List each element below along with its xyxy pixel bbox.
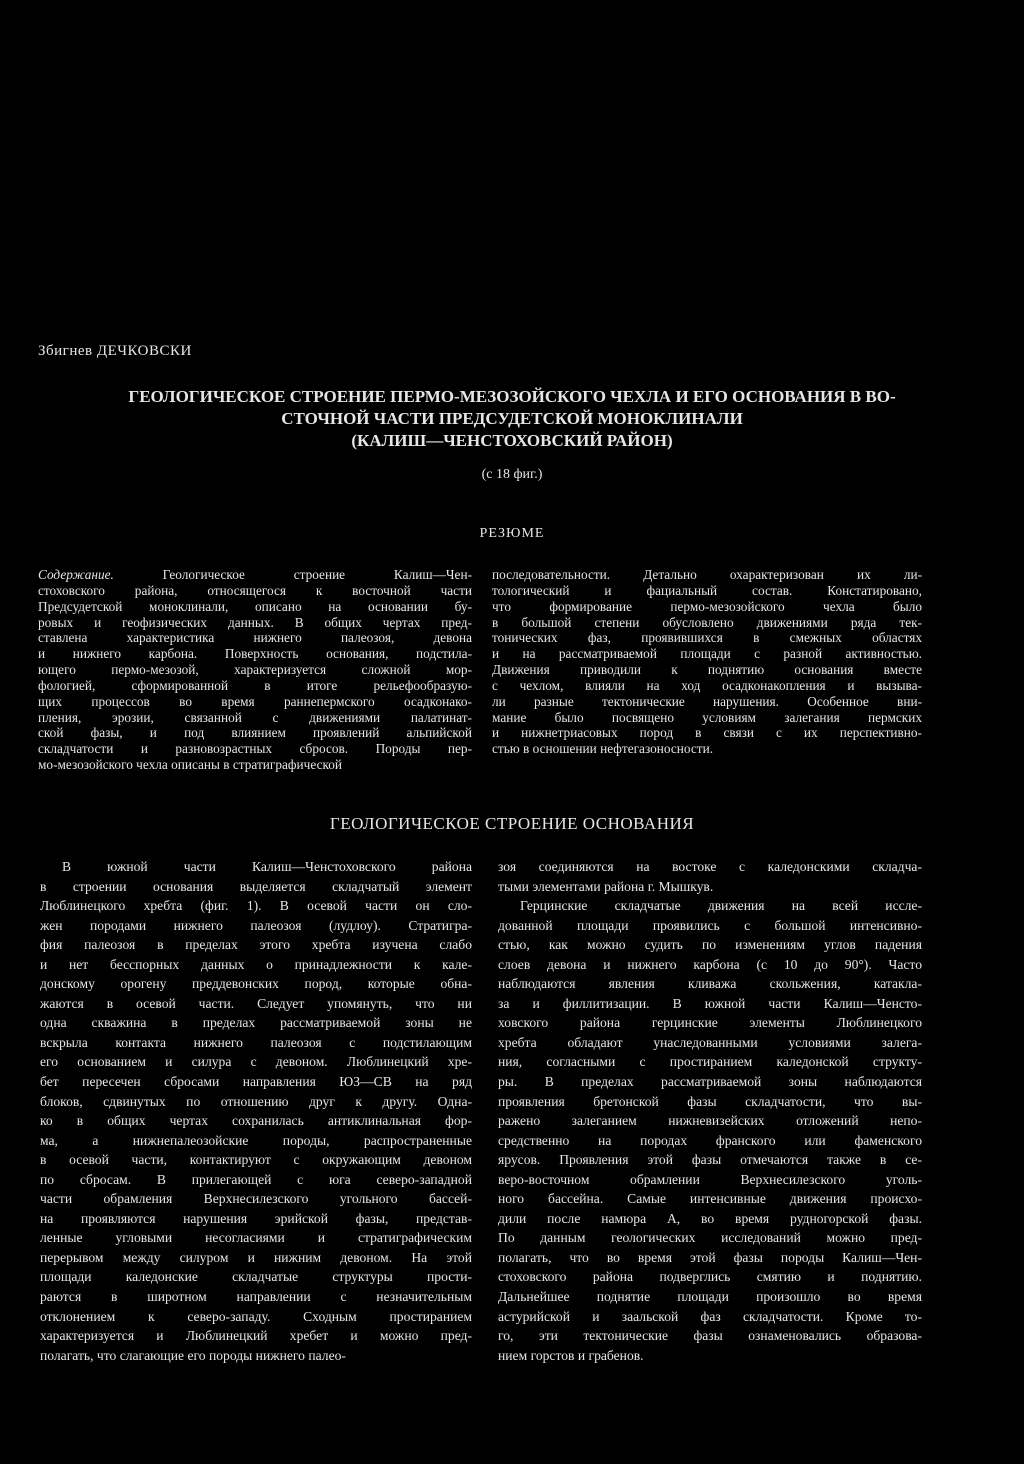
author-name: Збигнев ДЕЧКОВСКИ: [38, 343, 192, 359]
text-line: По данным геологических исследований можно пред-: [498, 1230, 922, 1246]
text-line: блоков, сдвинутых по отношению друг к другу. Одна-: [40, 1093, 472, 1109]
text-line: веро-восточном обрамлении Верхнесилезского уголь-: [498, 1171, 922, 1187]
text-line: ко в общих чертах сохранилась антиклинальная фор-: [40, 1113, 472, 1129]
text-line: донскому орогену преддевонских пород, которые обна-: [40, 976, 472, 992]
title-line: СТОЧНОЙ ЧАСТИ ПРЕДСУДЕТСКОЙ МОНОКЛИНАЛИ: [281, 409, 743, 428]
text-line: В южной части Калиш—Ченстоховского района: [62, 859, 472, 874]
text-line: ния, согласными с простиранием каледонской структу-: [498, 1054, 922, 1070]
text-line: что формирование пермо-мезозойского чехла было: [492, 598, 922, 614]
text-line: и на рассматриваемой площади с разной активностью.: [492, 646, 922, 662]
text-line: ской фазы, и под влиянием проявлений альпийской: [38, 725, 472, 741]
body-column-right: [498, 857, 922, 1365]
text-line: характеризуется и Люблинецкий хребет и можно пред-: [40, 1328, 472, 1344]
text-line: мание было посвящено условиям залегания пермских: [492, 709, 922, 725]
text-line: последовательности. Детально охарактеризован их ли-: [492, 567, 922, 582]
text-line: по сбросам. В прилегающей с юга северо-западной: [40, 1171, 472, 1187]
text-line: с чехлом, влияли на ход осадконакопления и вызыва-: [492, 677, 922, 693]
text-line: фия палеозоя в пределах этого хребта изучена слабо: [40, 937, 472, 953]
title-line: ГЕОЛОГИЧЕСКОЕ СТРОЕНИЕ ПЕРМО-МЕЗОЗОЙСКОГО ЧЕХЛА И ЕГО ОСНОВАНИЯ В ВО-: [128, 387, 896, 406]
summary-lead-word: Содержание.: [38, 567, 114, 582]
text-line: слоев девона и нижнего карбона (с 10 до 90°). Часто: [498, 956, 922, 972]
text-line: ющего пермо-мезозой, характеризуется сложной мор-: [38, 662, 472, 678]
text-line: фологией, сформированной в итоге рельефообразую-: [38, 677, 472, 693]
text-line: Герцинские складчатые движения на всей иссле-: [520, 898, 922, 914]
summary-column-right: [492, 567, 922, 757]
text-line: перерывом между силуром и нижним девоном. На этой: [40, 1249, 472, 1265]
text-line: ного бассейна. Самые интенсивные движения происхо-: [498, 1191, 922, 1207]
text-line: Движения приводили к поднятию основания вместе: [492, 662, 922, 678]
text-line: средственно на породах франского или фаменского: [498, 1132, 922, 1148]
text-line: ры. В пределах рассматриваемой зоны наблюдаются: [498, 1074, 922, 1090]
text-line: Люблинецкого хребта (фиг. 1). В осевой части он сло-: [40, 898, 472, 914]
text-line: на проявляются нарушения эрийской фазы, представ-: [40, 1210, 472, 1226]
text-line: стью в осношении нефтегазоносности.: [492, 741, 714, 757]
text-line: щих процессов во время раннепермского осадконако-: [38, 693, 472, 709]
text-line: в большой степени обусловлено движениями ряда тек-: [492, 614, 922, 630]
text-line: за и филлитизации. В южной части Калиш—Ченсто-: [498, 995, 922, 1011]
text-line: Предсудетской моноклинали, описано на основании бу-: [38, 598, 472, 614]
text-line: стью, как можно судить по изменениям углов падения: [498, 937, 922, 953]
text-line: в осевой части, контактируют с окружающим девоном: [40, 1152, 472, 1168]
text-line: зоя соединяются на востоке с каледонскими складча-: [498, 859, 922, 874]
text-line: и нет бесспорных данных о принадлежности к кале-: [40, 956, 472, 972]
text-line: в строении основания выделяется складчатый элемент: [40, 878, 472, 894]
text-line: Дальнейшее поднятие площади произошло во время: [498, 1289, 922, 1305]
text-line: хребта обладают унаследованными условиями залега-: [498, 1034, 922, 1050]
text-line: одна скважина в пределах рассматриваемой зоны не: [40, 1015, 472, 1031]
text-line: мо-мезозойского чехла описаны в стратиграфической: [38, 757, 343, 773]
text-line: дованной площади проявились с большой интенсивно-: [498, 917, 922, 933]
text-line: ставлена характеристика нижнего палеозоя, девона: [38, 630, 472, 646]
text-line: го, эти тектонические фазы ознаменовались образова-: [498, 1328, 922, 1344]
text-line: раются в широтном направлении с незначительным: [40, 1289, 472, 1305]
figures-note: (с 18 фиг.): [481, 467, 543, 482]
text-line: ховского района герцинские элементы Люблинецкого: [498, 1015, 922, 1031]
text-line: астурийской и заальской фаз складчатости. Кроме то-: [498, 1308, 922, 1324]
text-line: тологический и фациальный состав. Констатировано,: [492, 582, 922, 598]
body-column-left: [40, 857, 472, 1365]
text-line: дили после намюра А, во время рудногорской фазы.: [498, 1210, 922, 1226]
article-title: [40, 386, 984, 452]
text-line: полагать, что слагающие его породы нижнего палео-: [40, 1347, 346, 1363]
text-line: складчатости и разновозрастных сбросов. Породы пер-: [38, 741, 472, 757]
resume-heading: РЕЗЮМЕ: [479, 526, 545, 541]
text-line: ли разные тектонические нарушения. Особенное вни-: [492, 693, 922, 709]
text-line: ражено залеганием нижневизейских отложений непо-: [498, 1113, 922, 1129]
text-line: стоховского района подверглись смятию и поднятию.: [498, 1269, 922, 1285]
text-line: проявления бретонской фазы складчатости, что вы-: [498, 1093, 922, 1109]
text-line: Содержание. Геологическое строение Калиш—Чен-: [38, 567, 472, 582]
text-line: жаются в осевой части. Следует упомянуть, что ни: [40, 995, 472, 1011]
text-line: вскрыла контакта нижнего палеозоя с подстилающим: [40, 1034, 472, 1050]
text-line: пления, эрозии, связанной с движениями палатинат-: [38, 709, 472, 725]
text-line: наблюдаются явления кливажа скольжения, катакла-: [498, 976, 922, 992]
text-line: полагать, что во время этой фазы породы Калиш—Чен-: [498, 1249, 922, 1265]
text-line: бет пересечен сбросами направления ЮЗ—СВ на ряд: [40, 1074, 472, 1090]
text-line: части обрамления Верхнесилезского угольного бассей-: [40, 1191, 472, 1207]
text-line: ровых и геофизических данных. В общих чертах пред-: [38, 614, 472, 630]
text-line: ма, а нижнепалеозойские породы, распространенные: [40, 1132, 472, 1148]
text-line: ярусов. Проявления этой фазы отмечаются также в се-: [498, 1152, 922, 1168]
text-line: отклонением к северо-западу. Сходным простиранием: [40, 1308, 472, 1324]
text-line: и нижнего карбона. Поверхность основания, подстила-: [38, 646, 472, 662]
text-line: ленные угловыми несогласиями и стратиграфическим: [40, 1230, 472, 1246]
text-line: тыми элементами района г. Мышкув.: [498, 878, 714, 894]
summary-column-left: [38, 567, 472, 773]
text-line: площади каледонские складчатые структуры прости-: [40, 1269, 472, 1285]
section-heading: ГЕОЛОГИЧЕСКОЕ СТРОЕНИЕ ОСНОВАНИЯ: [329, 814, 695, 833]
title-line: (КАЛИШ—ЧЕНСТОХОВСКИЙ РАЙОН): [351, 431, 673, 450]
text-line: его основанием и силура с девоном. Люблинецкий хре-: [40, 1054, 472, 1070]
text-line: стоховского района, относящегося к восточной части: [38, 582, 472, 598]
text-line: тонических фаз, проявившихся в смежных областях: [492, 630, 922, 646]
text-line: жен породами нижнего палеозоя (лудлоу). Стратигра-: [40, 917, 472, 933]
text-line: нием горстов и грабенов.: [498, 1347, 644, 1363]
text-line: и нижнетриасовых пород в связи с их перспективно-: [492, 725, 922, 741]
